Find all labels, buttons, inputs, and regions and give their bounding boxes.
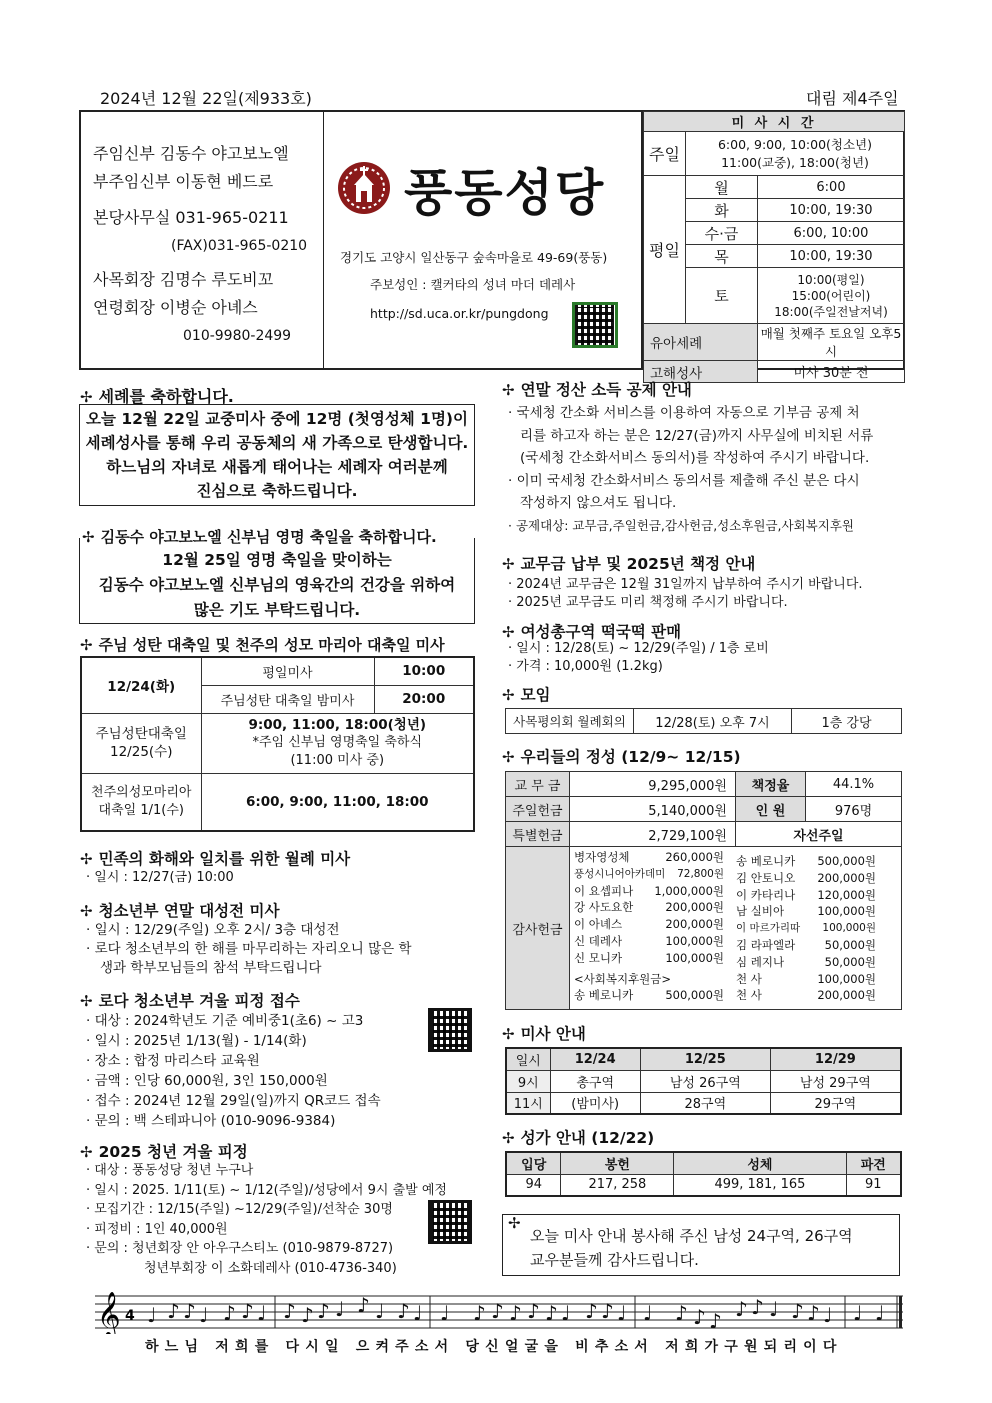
christmas-date	[81, 713, 201, 773]
confession-time: 미사 30분 전	[758, 361, 905, 383]
thanks-left-list	[574, 849, 724, 1004]
retreat-title	[80, 989, 300, 1011]
music-staff	[95, 1290, 903, 1334]
offering-title-text: 우리들의 정성 (12/9~ 12/15)	[520, 748, 741, 766]
qr-code-icon[interactable]	[428, 1008, 472, 1052]
assistant-pastor: 부주임신부 이동현 베드로	[93, 172, 274, 191]
svg-text:♩: ♩	[823, 1303, 833, 1327]
thanks-offering-list	[570, 847, 902, 1010]
svg-text:♪: ♪	[709, 1309, 722, 1333]
meeting-name: 사목평의회 월례회의	[506, 709, 634, 734]
tax-line: · 이미 국세청 간소화서비스 동의서를 제출해 주신 분은 다시	[508, 472, 860, 489]
hymn-title-text: 성가 안내 (12/22)	[520, 1129, 655, 1147]
christmas-times	[201, 713, 474, 773]
thanks-item: 이 카타리나 120,000원	[736, 887, 876, 902]
hymn-number: 91	[846, 1174, 901, 1196]
youth-mass-body	[86, 921, 412, 978]
mass-guide-cell: 남성 29구역	[770, 1070, 901, 1092]
tax-line: · 국세청 간소화 서비스를 이용하여 자동으로 기부금 공제 처	[508, 405, 860, 421]
svg-text:♪: ♪	[397, 1299, 410, 1323]
christmas-date: 12/24(화)	[81, 657, 201, 713]
thanks-offering-label: 감사헌금	[506, 847, 570, 1010]
thanks-item: 이 아녜스 200,000원	[574, 917, 724, 932]
thanks-item: 송 베로니카 500,000원	[736, 854, 876, 868]
feast-line: 12월 25일 영명 축일을 맞이하는	[162, 551, 392, 569]
svg-text:♪: ♪	[183, 1299, 196, 1323]
offering-title	[502, 745, 741, 767]
young-line: · 피정비 : 1인 40,000원	[86, 1221, 228, 1237]
svg-text:♪: ♪	[735, 1297, 748, 1321]
qr-code-icon[interactable]	[428, 1200, 472, 1244]
meeting-time: 12/28(토) 오후 7시	[634, 709, 792, 734]
svg-text:♪: ♪	[283, 1299, 296, 1323]
cross-icon: ✢	[80, 1143, 93, 1161]
thanks-item: 신 데레사 100,000원	[574, 933, 724, 948]
thanks-item: 풍성시니어아카데미 72,800원	[574, 867, 724, 880]
svg-text:♪: ♪	[791, 1299, 804, 1323]
dues-title-text: 교무금 납부 및 2025년 책정 안내	[520, 555, 756, 573]
svg-text:♩: ♩	[413, 1301, 423, 1325]
cross-icon: ✢	[80, 388, 93, 406]
weekday-day: 화	[686, 199, 758, 222]
issue-date: 2024년 12월 22일(제933호)	[100, 89, 312, 108]
svg-text:♪: ♪	[585, 1299, 598, 1323]
svg-text:♪: ♪	[317, 1299, 330, 1323]
youth-mass-line: 생과 학부모님들의 참석 부탁드립니다	[100, 960, 322, 976]
young-line: 청년부회장 이 소화데레사 (010-4736-340)	[144, 1260, 397, 1276]
weekday-day: 수·금	[686, 222, 758, 245]
tax-line: 리를 하고자 하는 분은 12/27(금)까지 사무실에 비치된 서류	[520, 427, 874, 444]
feast-title-text: 김동수 야고보노엘 신부님 영명 축일을 축하합니다.	[100, 528, 437, 546]
offering-label: 자선주일	[736, 822, 902, 847]
hymn-number: 217, 258	[561, 1174, 674, 1196]
retreat-line: · 장소 : 합정 마리스타 교육원	[86, 1053, 260, 1069]
mass-time-title: 미 사 시 간	[644, 112, 905, 132]
thanks-right-list	[736, 853, 876, 1004]
meeting-title-text: 모임	[520, 686, 551, 704]
offering-table	[505, 771, 902, 1010]
young-retreat-title-text: 2025 청년 겨울 피정	[98, 1143, 248, 1161]
baptism-message	[79, 407, 475, 503]
svg-text:♩: ♩	[769, 1297, 779, 1321]
meeting-title	[502, 683, 551, 705]
reconcile-line: · 일시 : 12/27(금) 10:00	[86, 870, 234, 885]
retreat-title-text: 로다 청소년부 겨울 피정 접수	[98, 992, 300, 1010]
mass-time-table	[643, 111, 905, 383]
welfare-item: 송 베로니카 500,000원	[574, 988, 724, 1003]
saturday-time-2: 15:00(어린이)	[791, 288, 871, 303]
svg-text:♪: ♪	[167, 1299, 180, 1323]
mass-guide-title	[502, 1022, 586, 1044]
offering-label: 교 무 금	[506, 772, 570, 797]
thanks-item: 남 실비아 100,000원	[736, 904, 876, 919]
mass-guide-cell: 29구역	[770, 1092, 901, 1114]
sunday-times-1: 6:00, 9:00, 10:00(청소년)	[717, 136, 873, 152]
sunday-label: 주일	[644, 132, 686, 176]
weekday-time: 10:00, 19:30	[758, 199, 905, 222]
saturday-times	[758, 268, 905, 324]
thanks-item: 천 사 100,000원	[736, 971, 876, 986]
retreat-line: · 일시 : 2025년 1/13(월) - 1/14(화)	[86, 1033, 307, 1049]
cross-icon: ✢	[502, 748, 515, 766]
svg-text:♪: ♪	[693, 1305, 706, 1329]
young-retreat-title	[80, 1140, 248, 1162]
christmas-time-line: (11:00 미사 중)	[290, 753, 385, 768]
youth-mass-line: · 일시 : 12/29(주일) 오후 2시/ 3층 대성전	[86, 922, 340, 938]
cross-icon: ✢	[80, 992, 93, 1010]
svg-text:♩: ♩	[199, 1303, 209, 1327]
retreat-line: · 금액 : 인당 60,000원, 3인 150,000원	[86, 1073, 328, 1089]
tax-line: (국세청 간소화서비스 동의서)를 작성하여 주시기 바랍니다.	[520, 450, 870, 466]
young-line: · 모집기간 : 12/15(주일) ~12/29(주일)/선착순 30명	[86, 1202, 393, 1217]
svg-text:♪: ♪	[601, 1299, 614, 1323]
ricecake-body	[508, 640, 769, 676]
svg-text:♪: ♪	[527, 1299, 540, 1323]
infant-baptism-time: 매월 첫째주 토요일 오후5시	[758, 324, 905, 361]
church-logo-icon	[336, 160, 392, 216]
meeting-place: 1층 강당	[792, 709, 902, 734]
pastor: 주임신부 김동수 야고보노엘	[93, 144, 289, 163]
liturgical-season: 대림 제4주일	[806, 89, 899, 108]
weekday-time: 10:00, 19:30	[758, 245, 905, 268]
mass-guide-cell: 9시	[506, 1070, 550, 1092]
christmas-table	[80, 656, 475, 832]
svg-text:♩: ♩	[335, 1297, 345, 1321]
cross-icon: ✢	[502, 1025, 515, 1043]
christmas-mass: 주님성탄 대축일 밤미사	[201, 685, 374, 713]
hymn-header: 파견	[846, 1152, 901, 1174]
offering-label: 책정율	[736, 772, 806, 797]
meeting-table	[505, 708, 902, 734]
pastoral-chair: 사목회장 김명수 루도비꼬	[93, 270, 274, 289]
youth-mass-title	[80, 899, 279, 921]
christmas-time: 10:00	[374, 657, 474, 685]
church-name: 풍동성당	[404, 163, 606, 222]
saturday-time-1: 10:00(평일)	[797, 272, 865, 287]
feast-line: 김동수 야고보노엘 신부님의 영육간의 건강을 위하여	[98, 576, 456, 594]
christmas-time-line: *주임 신부님 영명축일 축하식	[252, 735, 423, 750]
hymn-number: 94	[506, 1174, 561, 1196]
thanks-notice	[530, 1224, 853, 1272]
christmas-time: 20:00	[374, 685, 474, 713]
cross-icon: ✢	[502, 381, 515, 399]
qr-code-icon[interactable]	[572, 302, 618, 348]
ricecake-line: · 가격 : 10,000원 (1.2kg)	[508, 659, 663, 674]
ricecake-title-text: 여성총구역 떡국떡 판매	[520, 623, 682, 641]
feast-title	[82, 526, 441, 547]
svg-text:♩: ♩	[257, 1301, 267, 1325]
svg-text:♩: ♩	[147, 1303, 157, 1327]
christmas-date-line: 대축일 1/1(수)	[98, 802, 184, 818]
sunday-times	[686, 132, 905, 176]
offering-label: 주일헌금	[506, 797, 570, 822]
christmas-date	[81, 773, 201, 831]
offering-label: 특별헌금	[506, 822, 570, 847]
christmas-date-line: 12/25(수)	[110, 744, 173, 760]
hymn-number: 499, 181, 165	[674, 1174, 846, 1196]
offering-amount: 5,140,000원	[570, 797, 736, 822]
svg-text:♩: ♩	[561, 1301, 571, 1325]
cross-icon: ✢	[80, 850, 93, 868]
mass-guide-header: 12/29	[770, 1048, 901, 1070]
offering-amount: 44.1%	[806, 772, 902, 797]
svg-text:♪: ♪	[751, 1295, 764, 1319]
svg-text:♪: ♪	[545, 1301, 558, 1325]
christmas-date-line: 천주의성모마리아	[91, 784, 192, 800]
office-phone: 본당사무실 031-965-0211	[93, 208, 289, 227]
mass-guide-cell: 총구역	[550, 1070, 640, 1092]
cross-icon: ✢	[80, 636, 93, 654]
thanks-item: 심 레지나 50,000원	[736, 954, 876, 969]
mass-guide-header: 12/24	[550, 1048, 640, 1070]
confession-label: 고해성사	[644, 361, 758, 383]
mass-guide-cell: 11시	[506, 1092, 550, 1114]
svg-text:♪: ♪	[241, 1299, 254, 1323]
tax-body	[508, 402, 873, 537]
cross-icon: ✢	[82, 528, 95, 546]
weekday-time: 6:00	[758, 176, 905, 199]
infant-baptism-label: 유아세례	[644, 324, 758, 361]
offering-amount: 2,729,100원	[570, 822, 736, 847]
tax-title-text: 연말 정산 소득 공제 안내	[520, 381, 692, 399]
dues-title	[502, 552, 755, 574]
cross-icon: ✢	[502, 686, 515, 704]
union-chair: 연령회장 이병순 아녜스	[93, 298, 258, 317]
retreat-body	[86, 1011, 381, 1131]
reconcile-body	[86, 869, 234, 887]
reconcile-title	[80, 847, 350, 869]
union-phone: 010-9980-2499	[183, 328, 292, 344]
thanks-item: 김 라파엘라 50,000원	[736, 937, 876, 952]
reconcile-title-text: 민족의 화해와 일치를 위한 월례 미사	[98, 850, 351, 868]
youth-mass-line: · 로다 청소년부의 한 해를 마무리하는 자리오니 많은 학	[86, 941, 412, 957]
mass-guide-cell: 남성 26구역	[640, 1070, 770, 1092]
hymn-header: 봉헌	[561, 1152, 674, 1174]
retreat-line: · 문의 : 백 스테파니아 (010-9096-9384)	[86, 1113, 336, 1129]
fax: (FAX)031-965-0210	[171, 238, 308, 254]
christmas-date-line: 주님성탄대축일	[95, 726, 187, 742]
young-line: · 일시 : 2025. 1/11(토) ~ 1/12(주일)/성당에서 9시 출발 예정	[86, 1182, 447, 1198]
christmas-title-text: 주님 성탄 대축일 및 천주의 성모 마리아 대축일 미사	[98, 636, 445, 654]
mass-guide-header: 일시	[506, 1048, 550, 1070]
cross-icon: ✢	[502, 1129, 515, 1147]
patron-saint: 주보성인 : 캘커타의 성녀 마더 데레사	[370, 277, 576, 292]
thanks-item: 이 마르가리따 100,000원	[736, 922, 876, 935]
mass-guide-table	[505, 1047, 902, 1115]
baptism-line: 세례성사를 통해 우리 공동체의 새 가족으로 탄생합니다.	[85, 434, 469, 452]
svg-text:𝄞: 𝄞	[97, 1292, 121, 1334]
thanks-notice-line: 교우분들께 감사드립니다.	[530, 1251, 699, 1269]
svg-text:♩: ♩	[875, 1301, 885, 1325]
christmas-time-line: 9:00, 11:00, 18:00(청년)	[248, 717, 427, 733]
mass-guide-header: 12/25	[640, 1048, 770, 1070]
mass-guide-cell: 28구역	[640, 1092, 770, 1114]
svg-text:♪: ♪	[223, 1301, 236, 1325]
young-line: · 문의 : 청년회장 안 아우구스티노 (010-9879-8727)	[86, 1241, 394, 1256]
thanks-item: 병자영성체 260,000원	[574, 850, 724, 864]
weekday-day: 월	[686, 176, 758, 199]
mass-guide-cell: (밤미사)	[550, 1092, 640, 1114]
masthead-divider-1	[323, 110, 324, 370]
svg-text:♪: ♪	[301, 1303, 314, 1327]
svg-text:♩: ♩	[375, 1299, 385, 1323]
tax-title	[502, 378, 692, 400]
young-line: · 대상 : 풍동성당 청년 누구나	[86, 1163, 254, 1178]
christmas-mass: 평일미사	[201, 657, 374, 685]
svg-text:♩: ♩	[643, 1301, 653, 1325]
baptism-line: 진심으로 축하드립니다.	[196, 482, 358, 500]
welfare-label: <사회복지후원금>	[574, 971, 672, 986]
hymn-title	[502, 1126, 654, 1148]
cross-icon: ✢	[80, 902, 93, 920]
svg-text:♪: ♪	[491, 1299, 504, 1323]
offering-amount: 9,295,000원	[570, 772, 736, 797]
svg-text:♩: ♩	[853, 1301, 863, 1325]
baptism-line: 하느님의 자녀로 새롭게 태어나는 세례자 여러분께	[106, 458, 448, 476]
saturday-day: 토	[686, 268, 758, 324]
tax-line: 작성하지 않으셔도 됩니다.	[520, 495, 677, 511]
hymn-header: 입당	[506, 1152, 561, 1174]
tax-line: · 공제대상: 교무금,주일헌금,감사헌금,성소후원금,사회복지후원	[508, 517, 854, 533]
church-url[interactable]: http://sd.uca.or.kr/pungdong	[370, 306, 549, 321]
svg-text:♩: ♩	[440, 1301, 450, 1325]
thanks-item: 강 사도요한 200,000원	[574, 900, 724, 915]
church-address: 경기도 고양시 일산동구 숲속마을로 49-69(풍동)	[340, 250, 608, 265]
youth-mass-title-text: 청소년부 연말 대성전 미사	[98, 902, 280, 920]
staff-info	[93, 140, 307, 350]
retreat-line: · 접수 : 2024년 12월 29일(일)까지 QR코드 접속	[86, 1093, 381, 1109]
young-retreat-body	[86, 1161, 447, 1278]
feast-line: 많은 기도 부탁드립니다.	[193, 601, 361, 619]
svg-text:♪: ♪	[473, 1301, 486, 1325]
offering-label: 인 원	[736, 797, 806, 822]
christmas-times: 6:00, 9:00, 11:00, 18:00	[201, 773, 474, 831]
baptism-line: 오늘 12월 22일 교중미사 중에 12명 (첫영성체 1명)이	[86, 410, 468, 428]
retreat-line: · 대상 : 2024학년도 기준 예비중1(초6) ~ 고3	[86, 1013, 364, 1029]
ricecake-line: · 일시 : 12/28(토) ~ 12/29(주일) / 1층 로비	[508, 641, 769, 656]
thanks-item: 김 안토니오 200,000원	[736, 870, 876, 885]
ricecake-title	[502, 620, 681, 642]
weekday-label: 평일	[644, 176, 686, 324]
thanks-notice-line: 오늘 미사 안내 봉사해 주신 남성 24구역, 26구역	[530, 1227, 853, 1245]
hymn-header: 성체	[674, 1152, 846, 1174]
hymn-table	[505, 1151, 902, 1197]
offering-amount: 976명	[806, 797, 902, 822]
svg-text:♪: ♪	[675, 1301, 688, 1325]
svg-text:♪: ♪	[357, 1293, 370, 1317]
dues-line: · 2025년 교무금도 미리 책정해 주시기 바랍니다.	[508, 595, 788, 610]
christmas-title	[80, 634, 445, 655]
baptism-title-text: 세례를 축하합니다.	[98, 387, 234, 406]
thanks-item: 신 모니카 100,000원	[574, 950, 724, 965]
dues-line: · 2024년 교무금은 12월 31일까지 납부하여 주시기 바랍니다.	[508, 577, 863, 592]
weekday-day: 목	[686, 245, 758, 268]
svg-text:♪: ♪	[807, 1301, 820, 1325]
thanks-item: 천 사 200,000원	[736, 988, 876, 1003]
mass-guide-title-text: 미사 안내	[520, 1025, 586, 1043]
svg-text:♩: ♩	[617, 1301, 627, 1325]
svg-text:♪: ♪	[509, 1301, 522, 1325]
cross-icon: ✢	[508, 1214, 521, 1232]
svg-text:4: 4	[125, 1308, 135, 1324]
saturday-time-3: 18:00(주일전날저녁)	[774, 304, 888, 319]
song-lyrics: 하느님 저희를 다시일 으켜주소서 당신얼굴을 비추소서 저희가구원되리이다	[145, 1339, 843, 1355]
thanks-item: 이 요셉피나 1,000,000원	[574, 883, 724, 898]
dues-body	[508, 576, 863, 612]
sunday-times-2: 11:00(교중), 18:00(청년)	[721, 154, 869, 170]
weekday-time: 6:00, 10:00	[758, 222, 905, 245]
cross-icon: ✢	[502, 623, 515, 641]
feast-message	[79, 548, 475, 623]
cross-icon: ✢	[502, 555, 515, 573]
